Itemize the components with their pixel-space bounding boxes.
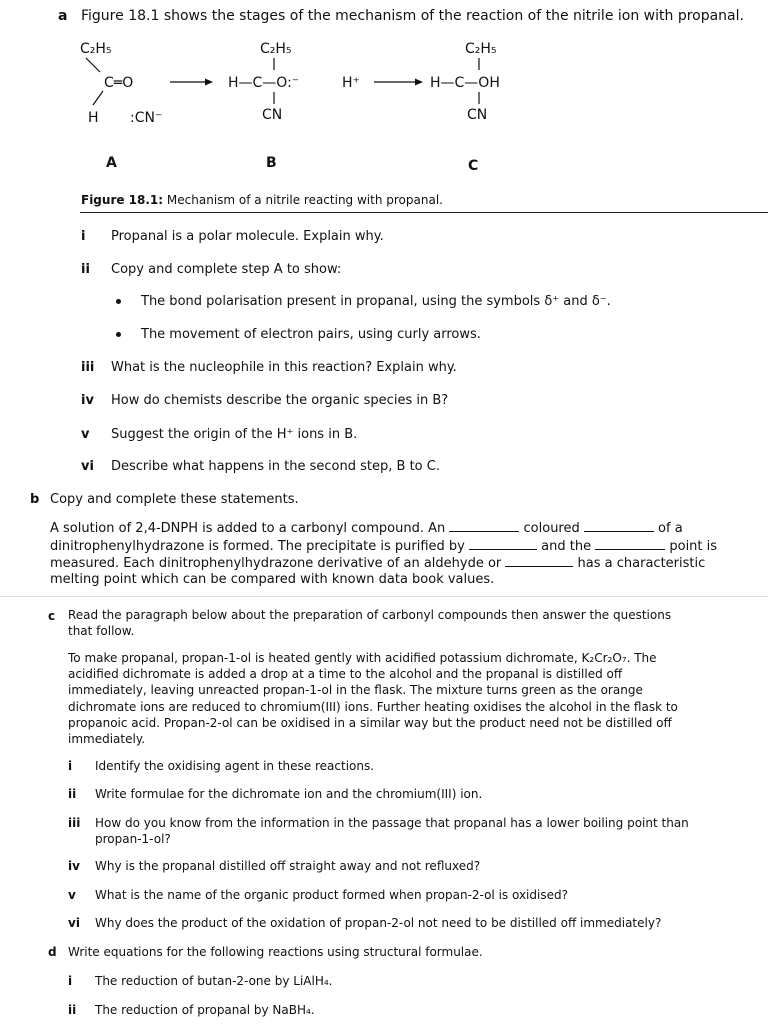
nitrile-group-b: CN — [262, 107, 283, 123]
part-c-label: c — [48, 609, 56, 623]
cloze-text: dinitrophenylhydrazone is formed. The precipitate is purified by — [50, 539, 465, 554]
q-c-vi-num: vi — [68, 916, 80, 930]
q-c-v-num: v — [68, 888, 76, 902]
cloze-text: A solution of 2,4-DNPH is added to a carbonyl compound. An — [50, 521, 446, 536]
part-d-intro: Write equations for the following reactions using structural formulae. — [68, 945, 483, 959]
caption-divider — [80, 212, 768, 213]
paragraph-line: dichromate ions are reduced to chromium(III) ions. Further heating oxidises the alcohol in the flask to — [68, 699, 678, 714]
cloze-text: measured. Each dinitrophenylhydrazone derivative of an aldehyde or — [50, 556, 502, 571]
part-b-label: b — [30, 492, 40, 507]
paragraph-line: immediately. — [68, 732, 146, 747]
paragraph-line: To make propanal, propan-1-ol is heated gently with acidified potassium dichromate, K₂Cr₂O₇. The — [68, 651, 657, 665]
q-a-i-text: Propanal is a polar molecule. Explain why. — [111, 229, 384, 244]
nitrile-group-c: CN — [467, 107, 488, 123]
section-divider — [0, 596, 768, 597]
q-c-v-text: What is the name of the organic product formed when propan-2-ol is oxidised? — [95, 888, 568, 902]
question-line: How do you know from the information in the passage that propanal has a lower boiling point than — [95, 816, 689, 830]
cloze-line-4: melting point which can be compared with known data book values. — [50, 572, 495, 587]
answer-blank-5[interactable] — [505, 555, 573, 567]
step-b-label: B — [266, 155, 277, 171]
q-a-ii-num: ii — [81, 262, 90, 277]
carbonyl-group: C═O — [104, 75, 134, 91]
proton: H⁺ — [342, 75, 360, 91]
bullet-bond-polarisation: The bond polarisation present in propanal, using the symbols δ⁺ and δ⁻. — [141, 294, 611, 309]
bullet-icon — [116, 332, 121, 337]
cloze-line-2 — [50, 538, 717, 554]
part-c-intro — [68, 607, 671, 639]
part-a-label: a — [58, 8, 68, 24]
intro-line: Read the paragraph below about the preparation of carbonyl compounds then answer the questions — [68, 608, 672, 622]
caption-text: Mechanism of a nitrile reacting with propanal. — [166, 193, 443, 207]
step-a-label: A — [106, 155, 117, 171]
part-d-label: d — [48, 945, 57, 959]
paragraph-line: acidified dichromate is added a drop at a time to the alcohol and the propanal is distilled off — [68, 667, 623, 682]
ethyl-group-a: C₂H₅ — [80, 41, 112, 57]
part-b-intro: Copy and complete these statements. — [50, 492, 299, 507]
hydroxynitrile-product: H—C—OH — [430, 75, 500, 91]
q-c-i-text: Identify the oxidising agent in these reactions. — [95, 759, 375, 773]
q-a-v-num: v — [81, 427, 90, 442]
q-c-iv-num: iv — [68, 859, 80, 873]
q-a-ii-text: Copy and complete step A to show: — [111, 262, 342, 277]
figure-caption — [81, 193, 443, 207]
q-a-vi-num: vi — [81, 459, 94, 474]
cloze-text: point is — [669, 539, 718, 554]
q-a-v-text: Suggest the origin of the H⁺ ions in B. — [111, 427, 358, 442]
q-d-i-text: The reduction of butan-2-one by LiAlH₄. — [95, 974, 333, 988]
q-c-vi-text: Why does the product of the oxidation of propan-2-ol not need to be distilled off immediately? — [95, 916, 662, 930]
answer-blank-4[interactable] — [595, 538, 665, 550]
caption-label: Figure 18.1: — [81, 193, 164, 207]
paragraph-line: propanoic acid. Propan-2-ol can be oxidised in a similar way but the product need not be distilled off — [68, 715, 672, 730]
q-a-iii-num: iii — [81, 360, 95, 375]
preparation-paragraph — [68, 650, 678, 747]
mechanism-figure — [0, 30, 768, 180]
q-c-iii-text — [95, 815, 689, 847]
part-a-intro: Figure 18.1 shows the stages of the mechanism of the reaction of the nitrile ion with propanal. — [81, 8, 744, 24]
q-c-ii-text: Write formulae for the dichromate ion and the chromium(III) ion. — [95, 787, 483, 801]
q-c-ii-num: ii — [68, 787, 77, 801]
bullet-icon — [116, 299, 121, 304]
q-a-i-num: i — [81, 229, 86, 244]
q-d-i-num: i — [68, 974, 73, 988]
cloze-line-3 — [50, 555, 705, 571]
cloze-text: of a — [658, 521, 683, 536]
ethyl-group-c: C₂H₅ — [465, 41, 497, 57]
paragraph-line: immediately, leaving unreacted propan-1-ol in the flask. The mixture turns green as the orange — [68, 683, 643, 698]
q-a-iv-num: iv — [81, 393, 94, 408]
q-c-iii-num: iii — [68, 816, 81, 830]
q-a-iv-text: How do chemists describe the organic species in B? — [111, 393, 449, 408]
q-a-vi-text: Describe what happens in the second step, B to C. — [111, 459, 440, 474]
q-d-ii-num: ii — [68, 1003, 77, 1017]
q-d-ii-text: The reduction of propanal by NaBH₄. — [95, 1003, 315, 1017]
q-c-iv-text: Why is the propanal distilled off straight away and not refluxed? — [95, 859, 481, 873]
ethyl-group-b: C₂H₅ — [260, 41, 292, 57]
cloze-text: has a characteristic — [577, 556, 706, 571]
q-c-i-num: i — [68, 759, 73, 773]
cloze-text: and the — [541, 539, 592, 554]
intro-line: that follow. — [68, 624, 135, 638]
answer-blank-3[interactable] — [469, 538, 537, 550]
answer-blank-2[interactable] — [584, 520, 654, 532]
cloze-line-1 — [50, 520, 683, 536]
cloze-text: coloured — [523, 521, 580, 536]
alkoxide-intermediate: H—C—O:⁻ — [228, 75, 300, 91]
step-c-label: C — [468, 158, 479, 174]
q-a-iii-text: What is the nucleophile in this reaction? Explain why. — [111, 360, 457, 375]
bullet-curly-arrows: The movement of electron pairs, using curly arrows. — [141, 327, 481, 342]
hydrogen-a: H — [88, 110, 99, 126]
question-line: propan-1-ol? — [95, 832, 171, 846]
cyanide-ion: :CN⁻ — [130, 110, 163, 126]
answer-blank-1[interactable] — [449, 520, 519, 532]
